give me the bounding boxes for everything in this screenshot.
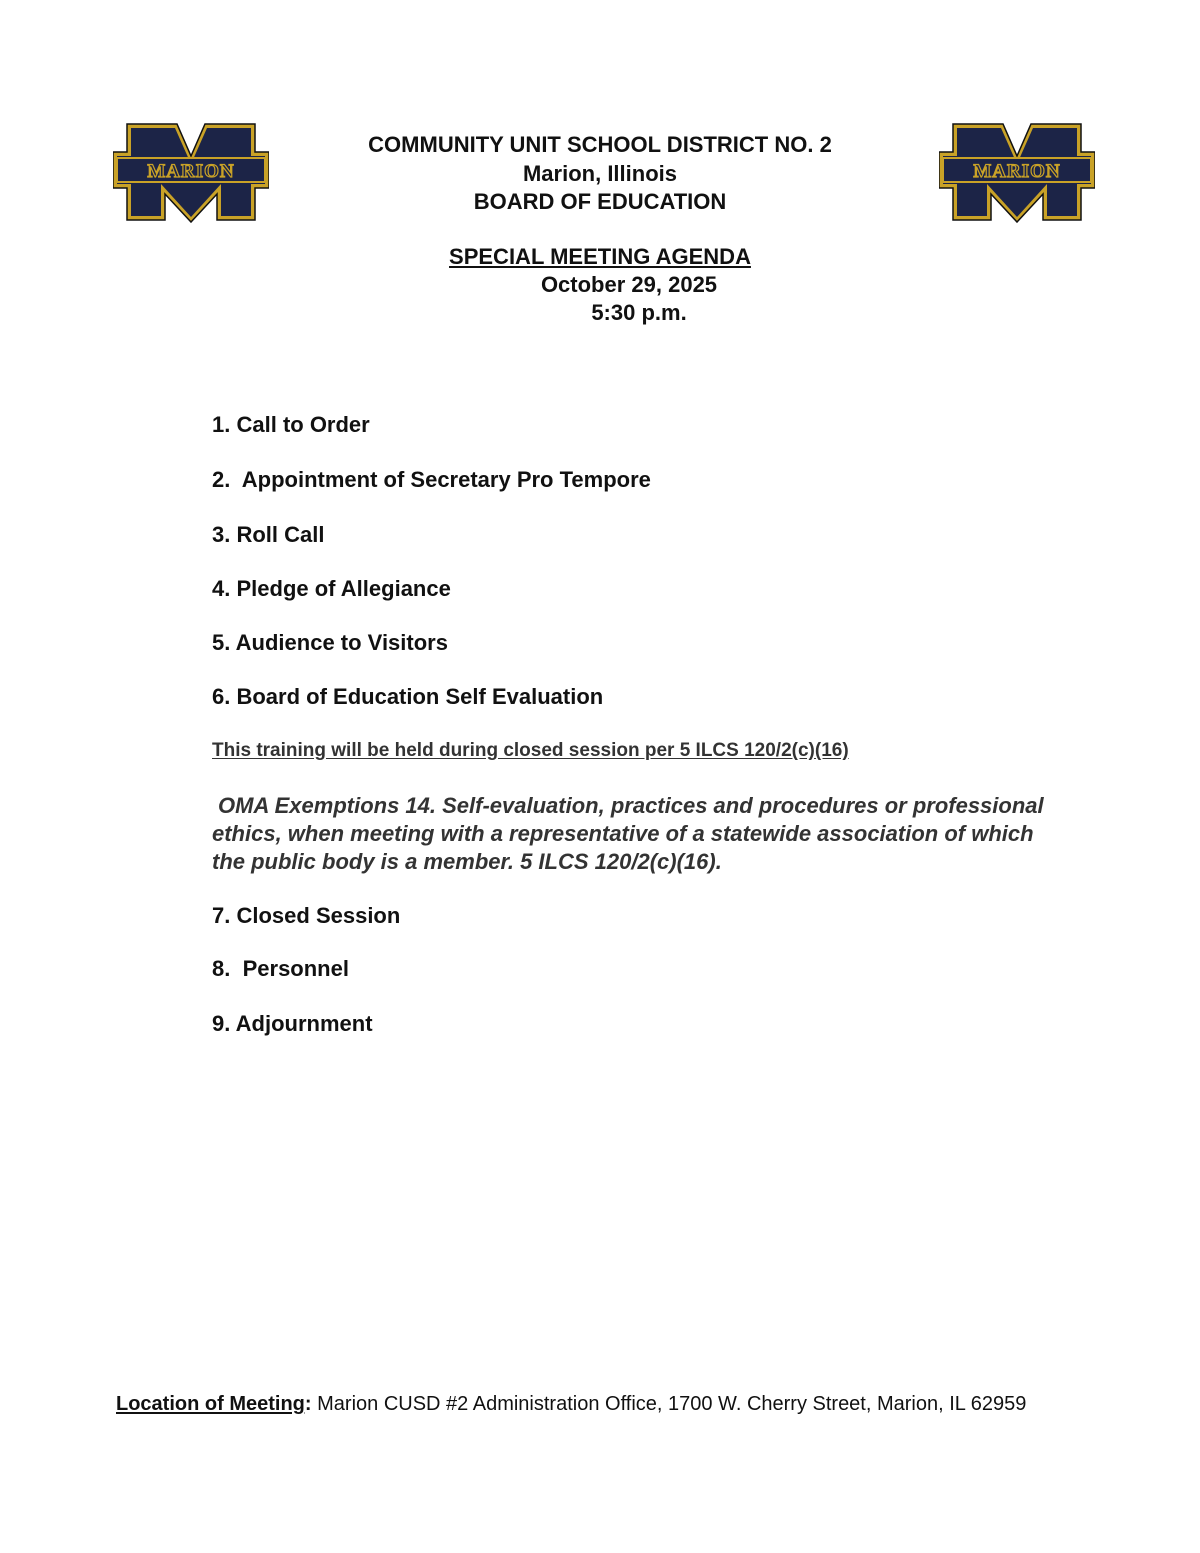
board-name: BOARD OF EDUCATION: [473, 189, 727, 214]
oma-exemption-note: [212, 792, 1112, 876]
agenda-item-number: 1.: [212, 412, 231, 437]
district-location: Marion, Illinois: [522, 160, 677, 186]
logo-text: MARION: [147, 161, 235, 182]
agenda-item: [212, 521, 325, 549]
agenda-item: [212, 411, 370, 439]
marion-logo-left: [113, 122, 269, 224]
agenda-item: [212, 466, 651, 494]
agenda-item: [212, 955, 349, 983]
oma-line: the public body is a member. 5 ILCS 120/2(c)(16).: [212, 849, 722, 874]
agenda-item: [212, 629, 448, 657]
agenda-item-number: 2.: [212, 467, 231, 492]
agenda-item-label: Pledge of Allegiance: [236, 576, 451, 601]
agenda-item-number: 7.: [212, 903, 231, 928]
marion-m-logo-icon: [939, 122, 1095, 224]
agenda-item-label: Call to Order: [236, 412, 370, 437]
marion-m-logo-icon: [113, 122, 269, 224]
agenda-item: [212, 683, 603, 711]
agenda-item-label: Roll Call: [236, 522, 325, 547]
agenda-item-number: 5.: [212, 630, 231, 655]
meeting-location: Location of Meeting: Marion CUSD #2 Administration Office, 1700 W. Cherry Street, Marion, IL 62959: [116, 1393, 1027, 1415]
agenda-item-label: Audience to Visitors: [235, 630, 448, 655]
district-name: COMMUNITY UNIT SCHOOL DISTRICT NO. 2: [368, 132, 832, 157]
oma-line: OMA Exemptions 14. Self-evaluation, practices and procedures or professional: [218, 793, 1044, 818]
agenda-item-label: Appointment of Secretary Pro Tempore: [241, 467, 651, 492]
agenda-item-number: 4.: [212, 576, 231, 601]
location-address: Marion CUSD #2 Administration Office, 1700 W. Cherry Street, Marion, IL 62959: [317, 1393, 1027, 1415]
agenda-item-label: Closed Session: [236, 903, 401, 928]
meeting-time: 5:30 p.m.: [591, 300, 687, 325]
oma-line: ethics, when meeting with a representative of a statewide association of which: [212, 821, 1034, 846]
agenda-item-label: Adjournment: [235, 1011, 373, 1036]
agenda-item-label: Personnel: [242, 956, 349, 981]
agenda-item: [212, 1010, 373, 1038]
agenda-item-number: 3.: [212, 522, 231, 547]
location-label: Location of Meeting: [116, 1393, 305, 1415]
agenda-item: [212, 575, 451, 603]
document-header: [300, 131, 900, 217]
agenda-item-number: 9.: [212, 1011, 231, 1036]
training-note: This training will be held during closed session per 5 ILCS 120/2(c)(16): [212, 740, 849, 761]
agenda-item: [212, 902, 400, 930]
agenda-title-block: [300, 243, 900, 327]
logo-text: MARION: [973, 161, 1061, 182]
agenda-item-number: 6.: [212, 684, 231, 709]
agenda-item-number: 8.: [212, 956, 231, 981]
meeting-date: October 29, 2025: [540, 272, 718, 297]
agenda-item-label: Board of Education Self Evaluation: [236, 684, 604, 709]
agenda-title: SPECIAL MEETING AGENDA: [449, 244, 751, 269]
marion-logo-right: [939, 122, 1095, 224]
